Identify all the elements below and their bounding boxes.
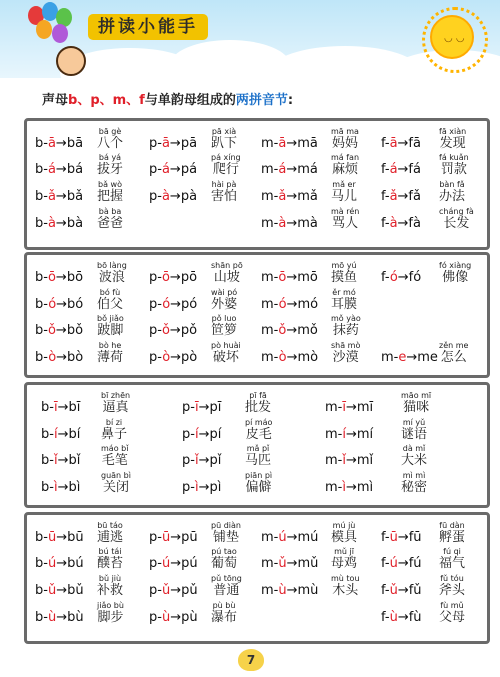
example-pinyin: mù tou (331, 574, 360, 583)
syllable-spelling: b-ī→bī (41, 400, 81, 415)
syllable-spelling: f-ú→fú (381, 556, 422, 571)
example-hanzi: 八个 (97, 136, 124, 151)
example-hanzi: 怎么 (440, 350, 467, 365)
example-pinyin: ěr mó (332, 288, 356, 297)
syllable-spelling: p-á→pá (149, 162, 198, 177)
syllable-panel (24, 252, 490, 378)
syllable-spelling: f-ǔ→fǔ (381, 583, 422, 598)
example-word (211, 153, 241, 177)
example-hanzi: 趴下 (211, 136, 238, 151)
example-word (401, 391, 431, 415)
syllable-spelling: b-ù→bù (35, 610, 84, 625)
example-hanzi: 抹药 (332, 323, 359, 338)
example-word (439, 261, 471, 285)
example-word (211, 288, 237, 312)
example-pinyin: fū dàn (439, 521, 465, 530)
syllable-spelling: m-e→me (381, 350, 438, 365)
example-pinyin: bū táo (97, 521, 123, 530)
example-hanzi: 醭苔 (97, 556, 124, 571)
example-word (97, 180, 123, 204)
syllable-spelling: b-ò→bò (35, 350, 84, 365)
example-hanzi: 补救 (97, 583, 124, 598)
example-word (331, 180, 357, 204)
example-word (245, 444, 271, 468)
example-word (211, 314, 237, 338)
example-pinyin: mú jù (332, 521, 356, 530)
example-pinyin: pù bù (212, 601, 236, 610)
example-pinyin: bō làng (97, 261, 127, 270)
syllable-spelling: b-à→bà (35, 216, 84, 231)
syllable-spelling: b-ì→bì (41, 480, 81, 495)
example-pinyin: mǒ yào (331, 314, 361, 323)
syllable-spelling: b-á→bá (35, 162, 84, 177)
syllable-spelling: m-ī→mī (325, 400, 374, 415)
syllable-spelling: m-ǐ→mǐ (325, 453, 374, 468)
example-hanzi: 关闭 (102, 480, 129, 495)
example-word (439, 180, 465, 204)
example-pinyin: má fan (331, 153, 360, 162)
syllable-spelling: m-ú→mú (261, 530, 319, 545)
example-hanzi: 马儿 (331, 189, 358, 204)
example-pinyin: fā xiàn (439, 127, 467, 136)
syllable-spelling: m-ǎ→mǎ (261, 189, 318, 204)
example-pinyin: pǒ luo (211, 314, 237, 323)
example-hanzi: 瀑布 (211, 610, 238, 625)
example-hanzi: 佛像 (442, 270, 469, 285)
example-pinyin: māo mī (401, 391, 432, 400)
example-pinyin: jiǎo bù (97, 601, 124, 610)
syllable-spelling: f-ā→fā (381, 136, 421, 151)
example-hanzi: 脚步 (97, 610, 124, 625)
example-word (97, 153, 123, 177)
syllable-spelling: m-ó→mó (261, 297, 319, 312)
example-word (211, 521, 241, 545)
example-hanzi: 耳膜 (331, 297, 358, 312)
example-hanzi: 木头 (332, 583, 359, 598)
example-pinyin: mǔ jī (334, 547, 354, 556)
example-word (211, 180, 237, 204)
syllable-spelling: p-ù→pù (149, 610, 198, 625)
syllable-spelling: p-à→pà (149, 189, 198, 204)
example-word (211, 547, 237, 571)
syllable-panel (24, 118, 490, 250)
child-illustration (56, 46, 86, 76)
example-pinyin: bǎ wò (98, 180, 122, 189)
example-pinyin: bó fù (99, 288, 121, 297)
example-word (211, 341, 241, 365)
syllable-spelling: m-ǒ→mǒ (261, 323, 318, 338)
example-hanzi: 偏僻 (245, 480, 272, 495)
syllable-spelling: b-í→bí (41, 427, 81, 442)
example-pinyin: pá xíng (211, 153, 241, 162)
example-hanzi: 谜语 (401, 427, 428, 442)
example-pinyin: pò huài (211, 341, 241, 350)
example-hanzi: 办法 (439, 189, 466, 204)
syllable-spelling: m-í→mí (325, 427, 374, 442)
example-pinyin: fá kuǎn (439, 153, 469, 162)
syllable-panel (24, 512, 490, 644)
example-word (439, 601, 465, 625)
example-hanzi: 爸爸 (97, 216, 124, 231)
example-hanzi: 猫咪 (403, 400, 430, 415)
example-word (101, 444, 128, 468)
example-word (331, 521, 357, 545)
example-word (97, 314, 124, 338)
syllable-spelling: p-í→pí (182, 427, 222, 442)
example-word (97, 261, 127, 285)
example-word (245, 471, 272, 495)
example-word (439, 547, 465, 571)
example-hanzi: 摸鱼 (331, 270, 358, 285)
syllable-spelling: b-ǒ→bǒ (35, 323, 84, 338)
sun-icon: ◡ ◡ (430, 15, 474, 59)
syllable-panel (24, 382, 490, 508)
syllable-spelling: m-ǔ→mǔ (261, 556, 319, 571)
example-pinyin: dà mǐ (402, 444, 426, 453)
example-word (331, 127, 359, 151)
example-word (97, 521, 123, 545)
example-word (401, 471, 427, 495)
example-hanzi: 麻烦 (332, 162, 359, 177)
example-word (97, 574, 123, 598)
example-hanzi: 骂人 (332, 216, 359, 231)
example-word (439, 153, 469, 177)
syllable-spelling: p-ò→pò (149, 350, 198, 365)
example-word (331, 153, 359, 177)
syllable-spelling: p-ì→pì (182, 480, 222, 495)
example-word (331, 547, 357, 571)
example-hanzi: 薄荷 (97, 350, 124, 365)
example-pinyin: mì mì (402, 471, 426, 480)
example-hanzi: 波浪 (98, 270, 125, 285)
syllable-spelling: b-ū→bū (35, 530, 84, 545)
example-hanzi: 拔牙 (97, 162, 124, 177)
syllable-spelling: b-ā→bā (35, 136, 84, 151)
syllable-spelling: m-ò→mò (261, 350, 319, 365)
example-word (211, 127, 237, 151)
syllable-spelling: p-ō→pō (149, 270, 198, 285)
example-hanzi: 皮毛 (245, 427, 272, 442)
example-pinyin: guān bì (101, 471, 131, 480)
example-word (245, 391, 271, 415)
example-pinyin: pú tao (211, 547, 237, 556)
example-hanzi: 葡萄 (211, 556, 238, 571)
example-pinyin: mí yǔ (402, 418, 426, 427)
example-hanzi: 把握 (97, 189, 124, 204)
example-word (97, 207, 123, 231)
example-pinyin: bú tái (98, 547, 122, 556)
page-number: 7 (238, 649, 264, 671)
example-pinyin: fǔ tóu (440, 574, 464, 583)
example-hanzi: 福气 (439, 556, 466, 571)
intro-heading: 声母b、p、m、f与单韵母组成的两拼音节: (42, 93, 294, 108)
example-pinyin: shān pō (211, 261, 243, 270)
syllable-spelling: p-ó→pó (149, 297, 198, 312)
syllable-spelling: f-á→fá (381, 162, 421, 177)
example-word (97, 341, 123, 365)
example-pinyin: fú qi (443, 547, 461, 556)
example-hanzi: 斧头 (439, 583, 466, 598)
syllable-spelling: m-ō→mō (261, 270, 318, 285)
syllable-spelling: f-à→fà (381, 216, 421, 231)
example-word (97, 601, 124, 625)
example-word (439, 207, 474, 231)
example-hanzi: 罚款 (440, 162, 467, 177)
example-word (331, 574, 360, 598)
example-pinyin: bǒ jiǎo (97, 314, 124, 323)
example-hanzi: 父母 (439, 610, 466, 625)
syllable-spelling: m-ù→mù (261, 583, 319, 598)
example-pinyin: bá yá (98, 153, 122, 162)
syllable-spelling: f-ū→fū (381, 530, 422, 545)
syllable-spelling: f-ù→fù (381, 610, 422, 625)
example-pinyin: mō yú (331, 261, 357, 270)
example-hanzi: 铺垫 (212, 530, 239, 545)
syllable-spelling: p-ā→pā (149, 136, 198, 151)
example-pinyin: fó xiàng (439, 261, 472, 270)
example-word (439, 521, 465, 545)
example-word (331, 314, 361, 338)
syllable-spelling: m-á→má (261, 162, 318, 177)
syllable-spelling: b-ǎ→bǎ (35, 189, 84, 204)
example-word (245, 418, 272, 442)
example-pinyin: máo bǐ (101, 444, 129, 453)
example-pinyin: pū diàn (211, 521, 241, 530)
example-pinyin: bī zhēn (101, 391, 131, 400)
example-pinyin: pā xià (211, 127, 237, 136)
example-hanzi: 外婆 (211, 297, 238, 312)
example-hanzi: 秘密 (401, 480, 428, 495)
example-hanzi: 模具 (331, 530, 358, 545)
example-pinyin: wài pó (211, 288, 238, 297)
example-pinyin: bò he (98, 341, 122, 350)
example-pinyin: piān pì (245, 471, 273, 480)
example-hanzi: 爬行 (212, 162, 239, 177)
syllable-spelling: b-ó→bó (35, 297, 84, 312)
example-pinyin: fù mǔ (440, 601, 464, 610)
example-hanzi: 害怕 (211, 189, 238, 204)
example-hanzi: 跛脚 (97, 323, 124, 338)
syllable-spelling: m-ā→mā (261, 136, 318, 151)
example-pinyin: bā gè (98, 127, 122, 136)
syllable-spelling: p-ǒ→pǒ (149, 323, 198, 338)
example-word (97, 547, 123, 571)
example-pinyin: mǎ er (332, 180, 356, 189)
example-hanzi: 逼真 (102, 400, 129, 415)
syllable-spelling: f-ǎ→fǎ (381, 189, 421, 204)
example-pinyin: bàn fǎ (439, 180, 465, 189)
example-hanzi: 发现 (439, 136, 466, 151)
example-hanzi: 长发 (443, 216, 470, 231)
example-pinyin: bí zi (105, 418, 123, 427)
example-hanzi: 破坏 (212, 350, 239, 365)
example-hanzi: 沙漠 (332, 350, 359, 365)
syllable-spelling: b-ǔ→bǔ (35, 583, 84, 598)
example-word (331, 341, 360, 365)
syllable-spelling: m-ì→mì (325, 480, 374, 495)
example-word (101, 471, 131, 495)
example-hanzi: 批发 (245, 400, 272, 415)
example-hanzi: 大米 (401, 453, 428, 468)
syllable-spelling: p-ǔ→pǔ (149, 583, 198, 598)
example-pinyin: zěn me (439, 341, 469, 350)
example-hanzi: 孵蛋 (439, 530, 466, 545)
example-pinyin: bǔ jiù (98, 574, 122, 583)
example-hanzi: 笸箩 (211, 323, 238, 338)
example-pinyin: shā mò (331, 341, 361, 350)
example-hanzi: 普通 (213, 583, 240, 598)
example-word (211, 601, 237, 625)
example-hanzi: 伯父 (97, 297, 124, 312)
example-pinyin: pí máo (245, 418, 273, 427)
example-word (97, 288, 123, 312)
example-hanzi: 鼻子 (101, 427, 128, 442)
syllable-spelling: p-ī→pī (182, 400, 222, 415)
syllable-spelling: p-ǐ→pǐ (182, 453, 222, 468)
example-pinyin: cháng fà (439, 207, 474, 216)
syllable-spelling: b-ǐ→bǐ (41, 453, 81, 468)
syllable-spelling: p-ú→pú (149, 556, 198, 571)
page-header (0, 0, 500, 78)
example-pinyin: pǔ tōng (211, 574, 242, 583)
page-title: 拼读小能手 (88, 14, 208, 40)
example-word (97, 127, 123, 151)
syllable-spelling: m-à→mà (261, 216, 318, 231)
example-pinyin: pī fā (249, 391, 267, 400)
example-pinyin: mā ma (331, 127, 359, 136)
example-word (101, 418, 127, 442)
example-hanzi: 母鸡 (331, 556, 358, 571)
example-hanzi: 逋逃 (97, 530, 124, 545)
example-word (439, 127, 466, 151)
example-word (211, 261, 243, 285)
example-word (401, 418, 427, 442)
example-word (331, 261, 357, 285)
example-word (211, 574, 242, 598)
example-hanzi: 马匹 (245, 453, 272, 468)
example-word (439, 574, 465, 598)
syllable-spelling: b-ú→bú (35, 556, 84, 571)
example-pinyin: mà rén (331, 207, 360, 216)
example-hanzi: 妈妈 (331, 136, 358, 151)
syllable-spelling: f-ó→fó (381, 270, 422, 285)
example-word (331, 207, 359, 231)
example-hanzi: 毛笔 (101, 453, 128, 468)
example-word (101, 391, 130, 415)
syllable-spelling: b-ō→bō (35, 270, 84, 285)
example-hanzi: 山坡 (213, 270, 240, 285)
example-word (401, 444, 427, 468)
example-pinyin: mǎ pǐ (246, 444, 270, 453)
example-word (439, 341, 468, 365)
example-word (331, 288, 357, 312)
example-pinyin: bà ba (98, 207, 122, 216)
syllable-spelling: p-ū→pū (149, 530, 198, 545)
example-pinyin: hài pà (211, 180, 237, 189)
